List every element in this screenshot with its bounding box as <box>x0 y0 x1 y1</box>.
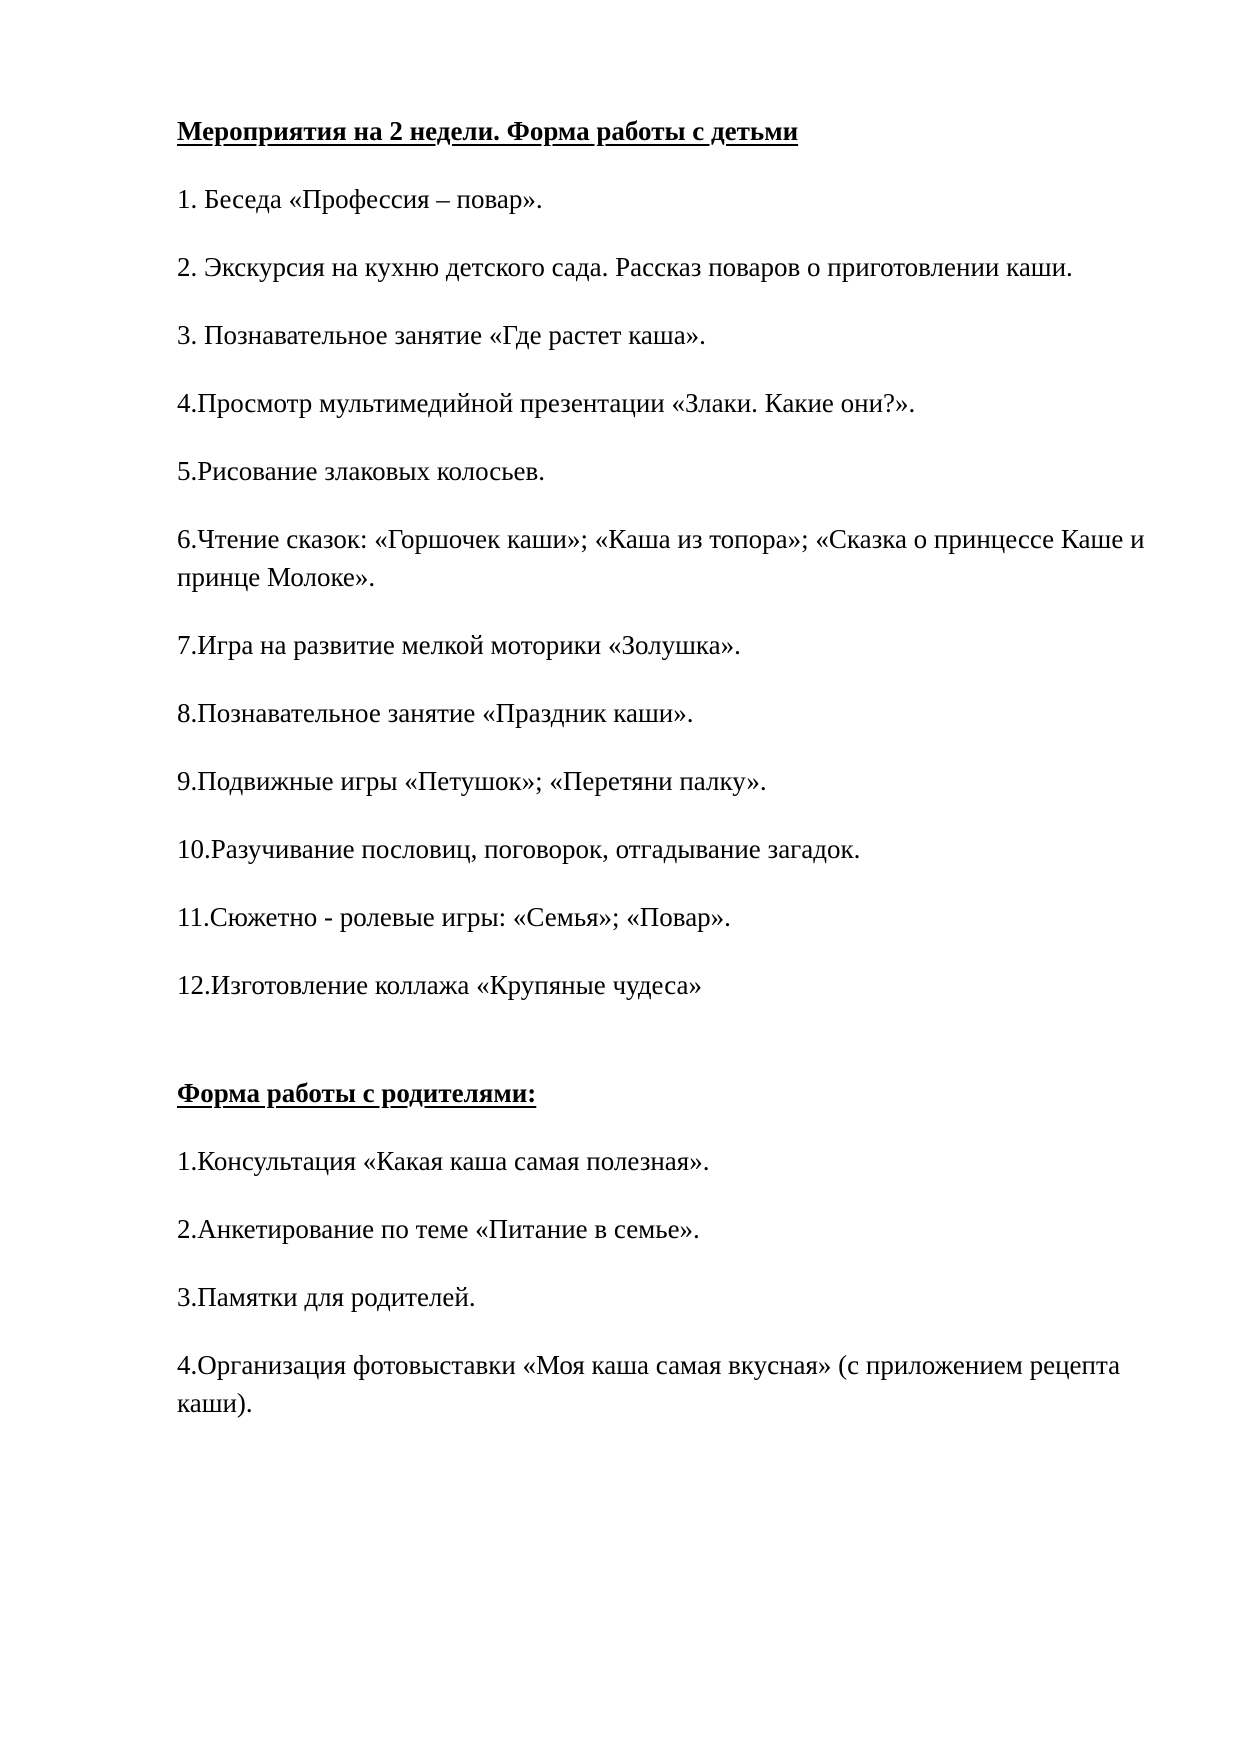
list-item: 8.Познавательное занятие «Праздник каши». <box>177 698 694 728</box>
list-item: 4.Организация фотовыставки «Моя каша самая вкусная» (с приложением рецепта каши). <box>177 1350 1121 1418</box>
list-item: 6.Чтение сказок: «Горшочек каши»; «Каша из топора»; «Сказка о принцессе Каше и принце Молоке». <box>177 524 1145 592</box>
list-item: 3.Памятки для родителей. <box>177 1282 476 1312</box>
list-item: 10.Разучивание пословиц, поговорок, отгадывание загадок. <box>177 834 861 864</box>
list-item: 9.Подвижные игры «Петушок»; «Перетяни палку». <box>177 766 767 796</box>
list-item: 2. Экскурсия на кухню детского сада. Рассказ поваров о приготовлении каши. <box>177 252 1073 282</box>
list-item: 3. Познавательное занятие «Где растет каша». <box>177 320 706 350</box>
list-item: 11.Сюжетно - ролевые игры: «Семья»; «Повар». <box>177 902 731 932</box>
list-item: 12.Изготовление коллажа «Крупяные чудеса» <box>177 970 703 1000</box>
list-item: 1. Беседа «Профессия – повар». <box>177 184 543 214</box>
list-item: 1.Консультация «Какая каша самая полезная». <box>177 1146 710 1176</box>
children-section-title: Мероприятия на 2 недели. Форма работы с детьми <box>177 116 799 146</box>
list-item: 7.Игра на развитие мелкой моторики «Золушка». <box>177 630 741 660</box>
parents-section-title: Форма работы с родителями: <box>177 1078 537 1108</box>
list-item: 4.Просмотр мультимедийной презентации «Злаки. Какие они?». <box>177 388 916 418</box>
list-item: 5.Рисование злаковых колосьев. <box>177 456 546 486</box>
document-content <box>177 112 1167 1422</box>
list-item: 2.Анкетирование по теме «Питание в семье». <box>177 1214 700 1244</box>
